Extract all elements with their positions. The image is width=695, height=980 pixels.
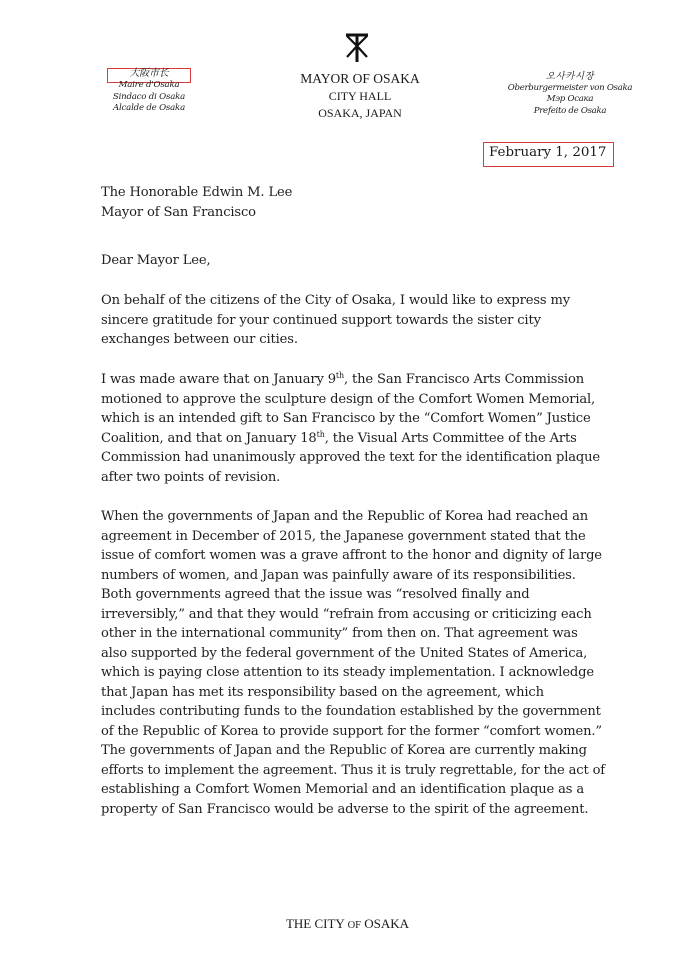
- paragraph-line: which is paying close attention to its steady implementation. I acknowledge: [101, 665, 594, 680]
- paragraph-3: [101, 507, 605, 819]
- mayor-title-portuguese: Prefeito de Osaka: [533, 105, 607, 116]
- paragraph-line: When the governments of Japan and the Republic of Korea had reached an: [101, 509, 589, 524]
- paragraph-1: [101, 291, 570, 350]
- paragraph-line: establishing a Comfort Women Memorial and an identification plaque as a: [101, 782, 585, 797]
- paragraph-line: sincere gratitude for your continued support towards the sister city: [101, 312, 541, 328]
- paragraph-line: that Japan has met its responsibility based on the agreement, which: [101, 684, 544, 700]
- paragraph-line: other in the international community” from then on. That agreement was: [101, 626, 578, 641]
- letterhead-city-hall: CITY HALL: [328, 88, 392, 103]
- addressee-title: Mayor of San Francisco: [101, 204, 256, 220]
- footer-text: THE CITY: [285, 916, 348, 931]
- text-run: , the Visual Arts Committee of the Arts: [324, 430, 577, 446]
- footer-text: OSAKA: [361, 916, 410, 931]
- letter-date: February 1, 2017: [489, 145, 607, 160]
- paragraph-line: Both governments agreed that the issue was “resolved finally and: [101, 587, 530, 602]
- ordinal-suffix: th: [316, 429, 325, 439]
- paragraph-line: motioned to approve the sculpture design of the Comfort Women Memorial,: [101, 391, 596, 407]
- letterhead-left: [104, 68, 194, 115]
- paragraph-2: [101, 370, 600, 487]
- mayor-title-italian: Sindaco di Osaka: [112, 91, 186, 102]
- mayor-title-russian: Мэр Осака: [546, 94, 594, 104]
- text-run: , the San Francisco Arts Commission: [344, 372, 584, 387]
- paragraph-line: of the Republic of Korea to provide support for the former “comfort women.”: [101, 723, 602, 739]
- paragraph-line: property of San Francisco would be adverse to the spirit of the agreement.: [101, 801, 589, 817]
- letterhead-right: [505, 71, 635, 117]
- paragraph-line: irreversibly,” and that they would “refrain from accusing or criticizing each: [101, 606, 592, 622]
- text-run: I was made aware that on January 9: [101, 372, 336, 387]
- paragraph-line: On behalf of the citizens of the City of Osaka, I would like to express my: [101, 293, 571, 308]
- footer-city-name: [0, 916, 695, 932]
- paragraph-line: agreement in December of 2015, the Japanese government stated that the: [101, 528, 586, 544]
- paragraph-line: also supported by the federal government of the United States of America,: [101, 645, 588, 661]
- mayor-title-spanish: Alcalde de Osaka: [113, 103, 185, 113]
- salutation: Dear Mayor Lee,: [101, 253, 211, 268]
- addressee-name: The Honorable Edwin M. Lee: [101, 185, 293, 200]
- mayor-title-german: Oberburgermeister von Osaka: [507, 82, 633, 93]
- paragraph-line: efforts to implement the agreement. Thus it is truly regrettable, for the act of: [101, 762, 605, 778]
- letterhead-location: OSAKA, JAPAN: [318, 106, 402, 120]
- letterhead-title: MAYOR OF OSAKA: [300, 71, 420, 86]
- mayor-title-french: Maire d'Osaka: [118, 80, 180, 90]
- ordinal-suffix: th: [335, 371, 344, 380]
- paragraph-line: issue of comfort women was a grave affront to the honor and dignity of large: [101, 548, 602, 563]
- paragraph-line: [101, 370, 600, 390]
- paragraph-line: exchanges between our cities.: [101, 332, 298, 347]
- letterhead-center: [285, 70, 435, 123]
- mayor-title-korean: 오사카시장: [545, 71, 595, 82]
- paragraph-line: The governments of Japan and the Republic of Korea are currently making: [101, 743, 587, 758]
- addressee-block: [101, 183, 292, 222]
- paragraph-line: which is an intended gift to San Francisco by the “Comfort Women” Justice: [101, 411, 591, 426]
- paragraph-line: after two points of revision.: [101, 469, 281, 485]
- paragraph-line: [101, 429, 600, 449]
- paragraph-line: Commission had unanimously approved the text for the identification plaque: [101, 450, 601, 465]
- paragraph-line: includes contributing funds to the foundation established by the government: [101, 704, 601, 719]
- footer-text: OF: [347, 920, 361, 931]
- text-run: Coalition, and that on January 18: [101, 430, 317, 446]
- paragraph-line: numbers of women, and Japan was painfully aware of its responsibilities.: [101, 567, 576, 583]
- mayor-title-chinese: 大阪市长: [129, 68, 169, 79]
- osaka-city-emblem-icon: [345, 33, 369, 63]
